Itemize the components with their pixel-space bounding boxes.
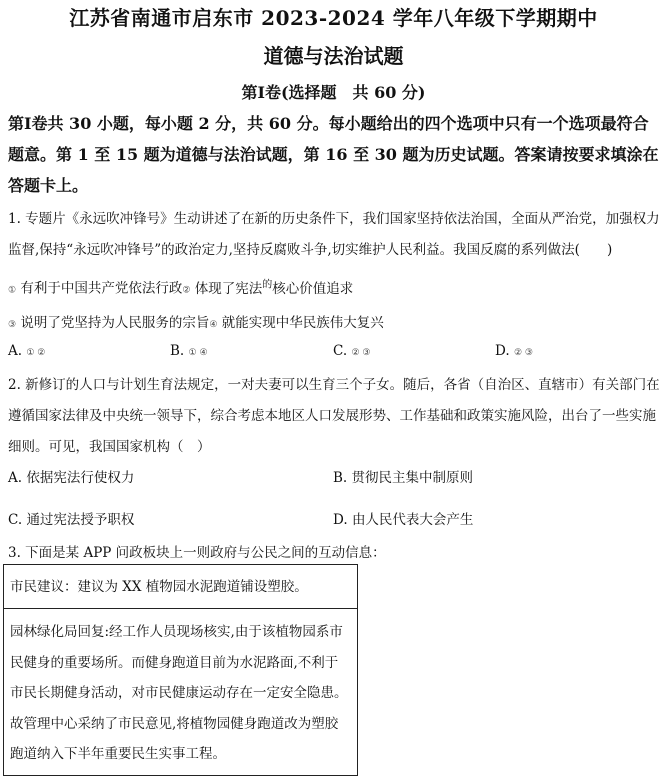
- statement-marker: ①: [8, 285, 17, 296]
- statement-1: 有利于中国共产党依法行政: [20, 280, 183, 297]
- interaction-info-box: [3, 564, 358, 776]
- statement-4: 就能实现中华民族伟大复兴: [221, 315, 384, 331]
- statement-marker: ④: [209, 320, 218, 330]
- q1-option-b[interactable]: B. ① ④: [170, 343, 208, 359]
- citizen-suggestion: 市民建议：建议为 XX 植物园水泥跑道铺设塑胶。: [4, 565, 357, 609]
- statement-marker: ②: [182, 285, 191, 296]
- question-1-stem: 1. 专题片《永远吹冲锋号》生动讲述了在新的历史条件下，我们国家坚持依法治国，全面从严治党，加强权力监督,保持“永远吹冲锋号”的政治定力,坚持反腐败斗争,切实维护人民利益。我国反腐的系列做法( ): [8, 211, 660, 258]
- statement-marker: ③: [8, 320, 17, 330]
- bureau-reply: 园林绿化局回复:经工作人员现场核实,由于该植物园系市民健身的重要场所。而健身跑道目前为水泥路面,不利于市民长期健身活动，对市民健康运动存在一定安全隐患。故管理中心采纳了市民意见,将植物园健身跑道改为塑胶跑道纳入下半年重要民生实事工程。: [10, 624, 348, 762]
- statement-2: 体现了宪法$^的$核心价值追求: [194, 279, 354, 297]
- section-heading: 第Ⅰ卷(选择题 共 60 分): [241, 83, 426, 102]
- exam-subject: 道德与法治试题: [263, 44, 404, 68]
- question-1-statements-b: [8, 311, 384, 331]
- statement-3: 说明了党坚持为人民服务的宗旨: [20, 315, 210, 331]
- q2-option-b[interactable]: B. 贯彻民主集中制原则: [333, 470, 474, 486]
- question-3-stem: 3. 下面是某 APP 问政板块上一则政府与公民之间的互动信息：: [8, 545, 386, 561]
- q1-option-a[interactable]: A. ① ②: [8, 343, 46, 359]
- q1-option-d[interactable]: D. ② ③: [495, 343, 533, 359]
- instructions: 第Ⅰ卷共 30 小题，每小题 2 分，共 60 分。每小题给出的四个选项中只有一个选项最符合题意。第 1 至 15 题为道德与法治试题，第 16 至 30 题为历史试题。答案请按要求填涂在答题卡上。: [8, 114, 659, 195]
- question-2-stem: 2. 新修订的人口与计划生育法规定，一对夫妻可以生育三个子女。随后，各省（自治区、直辖市）有关部门在遵循国家法律及中央统一领导下，综合考虑本地区人口发展形势、工作基础和政策实施风险，出台了一些实施细则。可见，我国国家机构（ ）: [8, 377, 660, 455]
- q2-option-d[interactable]: D. 由人民代表大会产生: [333, 512, 474, 528]
- q2-option-c[interactable]: C. 通过宪法授予职权: [8, 512, 135, 528]
- question-1-statements-a: [8, 275, 353, 297]
- q2-option-a[interactable]: A. 依据宪法行使权力: [8, 470, 135, 486]
- exam-title: 江苏省南通市启东市 2023-2024 学年八年级下学期期中: [69, 6, 598, 30]
- q1-option-c[interactable]: C. ② ③: [333, 343, 371, 359]
